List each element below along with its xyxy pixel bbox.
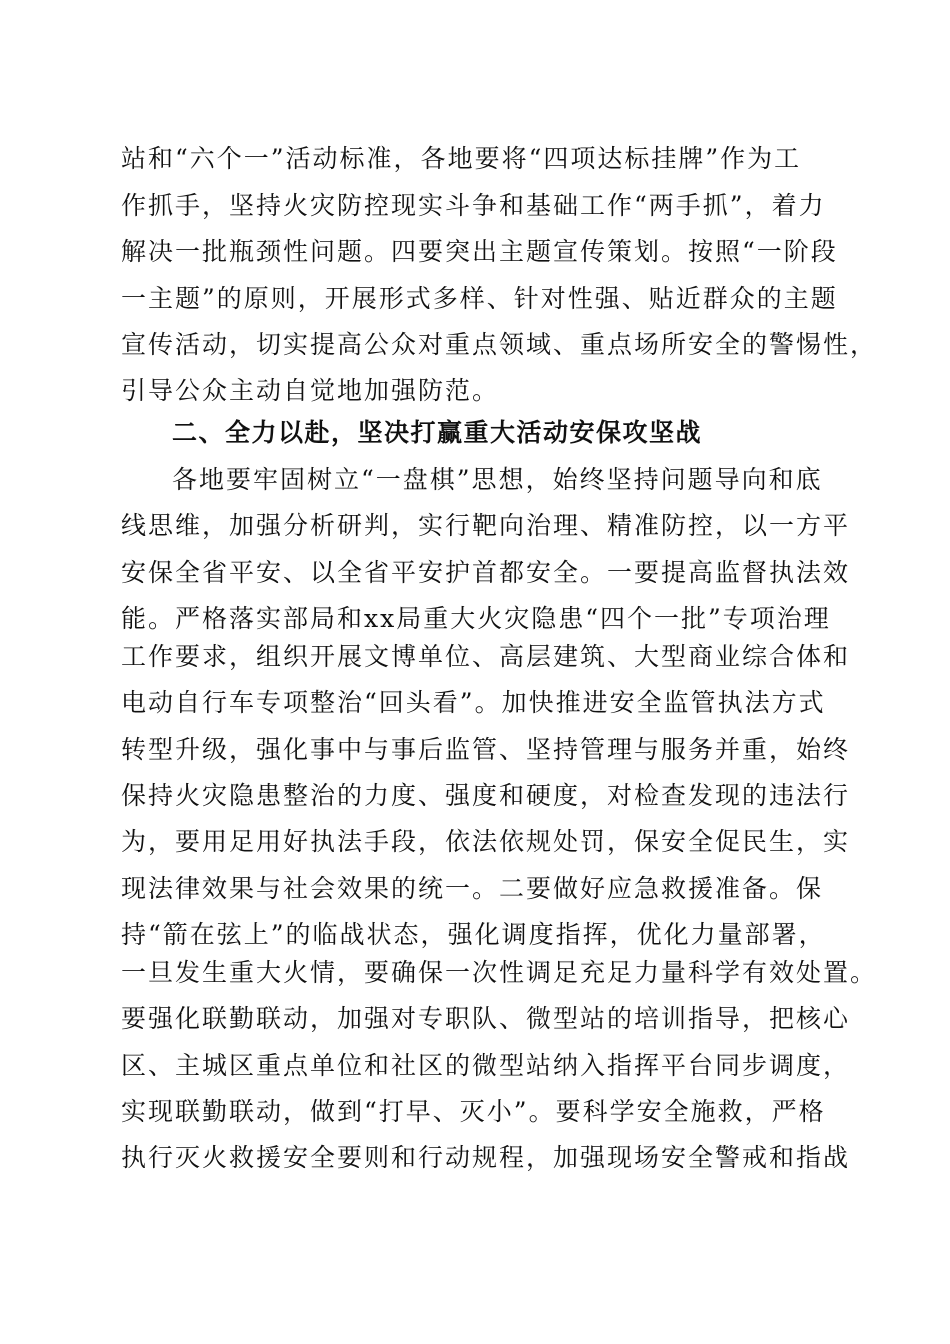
text-line: 宣传活动，切实提高公众对重点领域、重点场所安全的警惕性， [121, 330, 878, 359]
text-line: 执行灭火救援安全要则和行动规程，加强现场安全警戒和指战 [121, 1143, 851, 1172]
text-line: 引导公众主动自觉地加强防范。 [121, 376, 500, 405]
text-line: 一旦发生重大火情，要确保一次性调足充足力量科学有效处置。 [121, 958, 878, 987]
text-line: 现法律效果与社会效果的统一。二要做好应急救援准备。保 [121, 874, 824, 903]
text-line: 一主题”的原则，开展形式多样、针对性强、贴近群众的主题 [121, 284, 838, 313]
text-line: 持“箭在弦上”的临战状态，强化调度指挥，优化力量部署， [121, 920, 826, 949]
text-line: 转型升级，强化事中与事后监管、坚持管理与服务并重，始终 [121, 735, 851, 764]
text-line: 能。严格落实部局和xx局重大火灾隐患“四个一批”专项治理 [121, 604, 831, 633]
text-line: 作抓手，坚持火灾防控现实斗争和基础工作“两手抓”，着力 [121, 191, 826, 220]
text-line: 站和“六个一”活动标准，各地要将“四项达标挂牌”作为工 [121, 144, 802, 173]
text-line: 工作要求，组织开展文博单位、高层建筑、大型商业综合体和 [121, 642, 851, 671]
text-line: 要强化联勤联动，加强对专职队、微型站的培训指导，把核心 [121, 1004, 851, 1033]
paragraph-first-line: 各地要牢固树立“一盘棋”思想，始终坚持问题导向和底 [172, 465, 823, 494]
text-line: 区、主城区重点单位和社区的微型站纳入指挥平台同步调度， [121, 1051, 851, 1080]
text-line: 安保全省平安、以全省平安护首都安全。一要提高监督执法效 [121, 558, 851, 587]
text-line: 为，要用足用好执法手段，依法依规处罚，保安全促民生，实 [121, 827, 851, 856]
text-line: 电动自行车专项整治“回头看”。加快推进安全监管执法方式 [121, 688, 826, 717]
text-line: 解决一批瓶颈性问题。四要突出主题宣传策划。按照“一阶段 [121, 237, 838, 266]
text-line: 实现联勤联动，做到“打早、灭小”。要科学安全施救，严格 [121, 1097, 826, 1126]
section-heading: 二、全力以赴，坚决打赢重大活动安保攻坚战 [172, 418, 703, 447]
text-line: 保持火灾隐患整治的力度、强度和硬度，对检查发现的违法行 [121, 781, 851, 810]
text-line: 线思维，加强分析研判，实行靶向治理、精准防控，以一方平 [121, 511, 851, 540]
